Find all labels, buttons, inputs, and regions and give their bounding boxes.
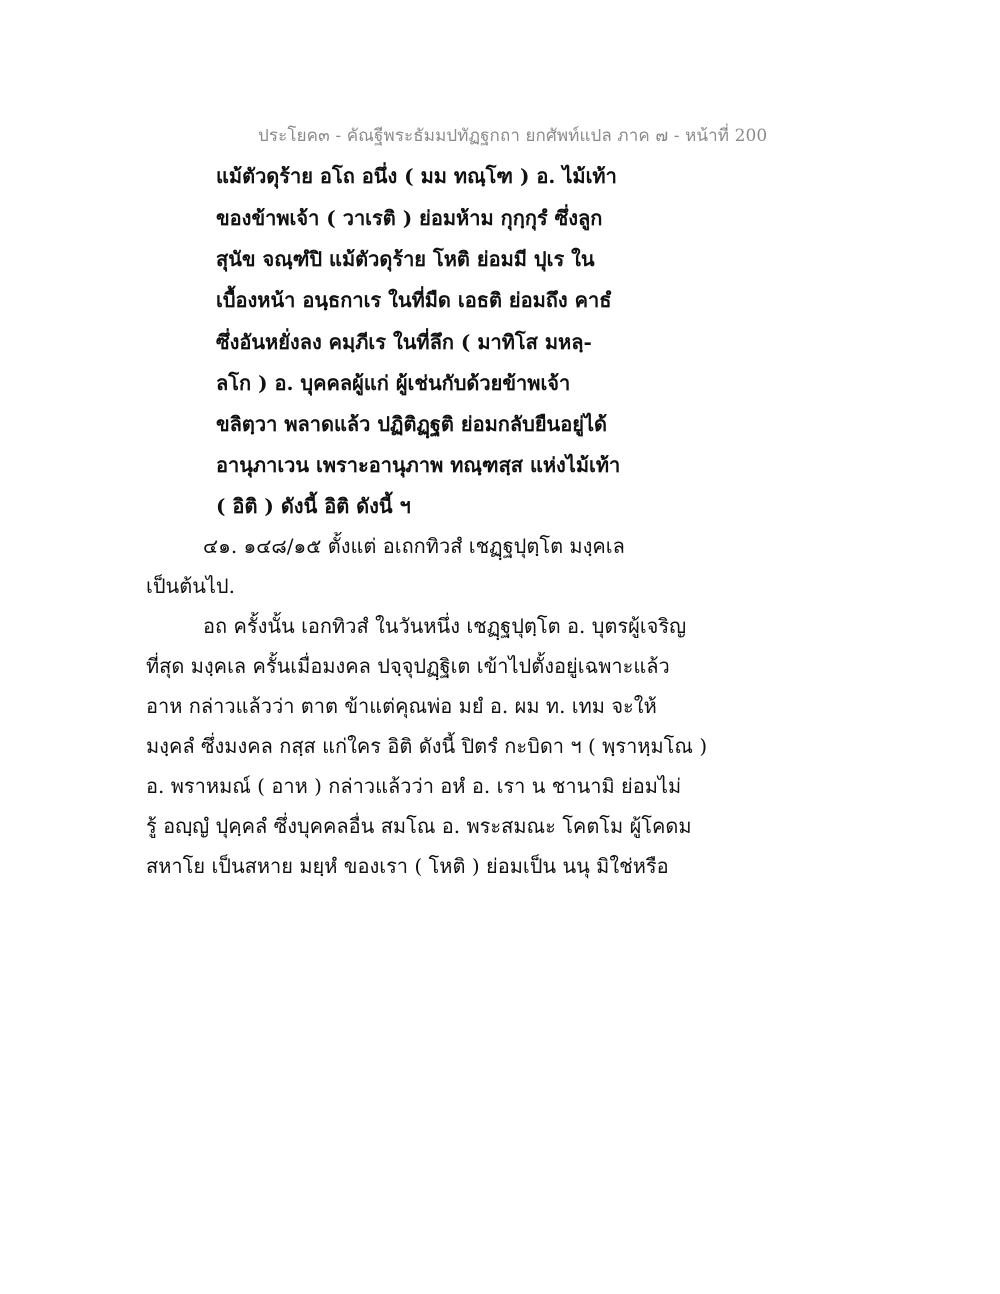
narrative-line: อ. พราหมณ์ ( อาห ) กล่าวแล้วว่า อหํ อ. เรา น ชานามิ ย่อมไม่	[146, 774, 682, 798]
narrative-line: สหาโย เป็นสหาย มยฺหํ ของเรา ( โหติ ) ย่อมเป็น นนุ มิใช่หรือ	[146, 854, 669, 878]
section-continuation: เป็นต้นไป.	[146, 574, 235, 598]
narrative-line: มงฺคลํ ซึ่งมงคล กสฺส แก่ใคร อิติ ดังนี้ ปิตรํ กะบิดา ฯ ( พฺราหฺมโณ )	[146, 734, 708, 758]
section-heading: ๔๑. ๑๔๘/๑๕ ตั้งแต่ อเถกทิวสํ เชฏฺฐปุตฺโต มงฺคเล	[203, 534, 625, 558]
translation-line: ( อิติ ) ดังนี้ อิติ ดังนี้ ฯ	[216, 494, 411, 518]
translation-line: อานุภาเวน เพราะอานุภาพ ทณฺฑสฺส แห่งไม้เท้า	[216, 453, 621, 477]
running-header: ประโยค๓ - คัณฐีพระธัมมปทัฏฐกถา ยกศัพท์แปล ภาค ๗ - หน้าที่ 200	[258, 126, 768, 146]
translation-line: เบื้องหน้า อนฺธกาเร ในที่มืด เอธติ ย่อมถึง คาธํ	[216, 288, 612, 312]
translation-line: ซึ่งอันหยั่งลง คมฺภีเร ในที่ลึก ( มาทิโส มหลฺ-	[216, 330, 592, 354]
narrative-line: อถ ครั้งนั้น เอกทิวสํ ในวันหนึ่ง เชฏฺฐปุตฺโต อ. บุตรผู้เจริญ	[203, 614, 687, 638]
translation-line: แม้ตัวดุร้าย อโถ อนึ่ง ( มม ทณฺโฑ ) อ. ไม้เท้า	[216, 164, 617, 188]
narrative-line: ที่สุด มงฺคเล ครั้นเมื่อมงคล ปจฺจุปฏฺฐิเต เข้าไปตั้งอยู่เฉพาะแล้ว	[146, 654, 670, 678]
translation-line: ของข้าพเจ้า ( วาเรติ ) ย่อมห้าม กุกฺกุรํ ซึ่งลูก	[216, 206, 603, 230]
translation-line: สุนัข จณฺฑํปิ แม้ตัวดุร้าย โหติ ย่อมมี ปุเร ใน	[216, 247, 595, 271]
narrative-line: รู้ อญฺญํ ปุคฺคลํ ซึ่งบุคคลอื่น สมโณ อ. พระสมณะ โคตโม ผู้โคดม	[146, 814, 692, 838]
translation-line: ขลิตฺวา พลาดแล้ว ปฏิติฏฺฐติ ย่อมกลับยืนอยู่ได้	[216, 412, 608, 436]
translation-line: ลโก ) อ. บุคคลผู้แก่ ผู้เช่นกับด้วยข้าพเจ้า	[216, 371, 571, 395]
narrative-line: อาห กล่าวแล้วว่า ตาต ข้าแต่คุณพ่อ มยํ อ. ผม ท. เทม จะให้	[146, 694, 657, 718]
